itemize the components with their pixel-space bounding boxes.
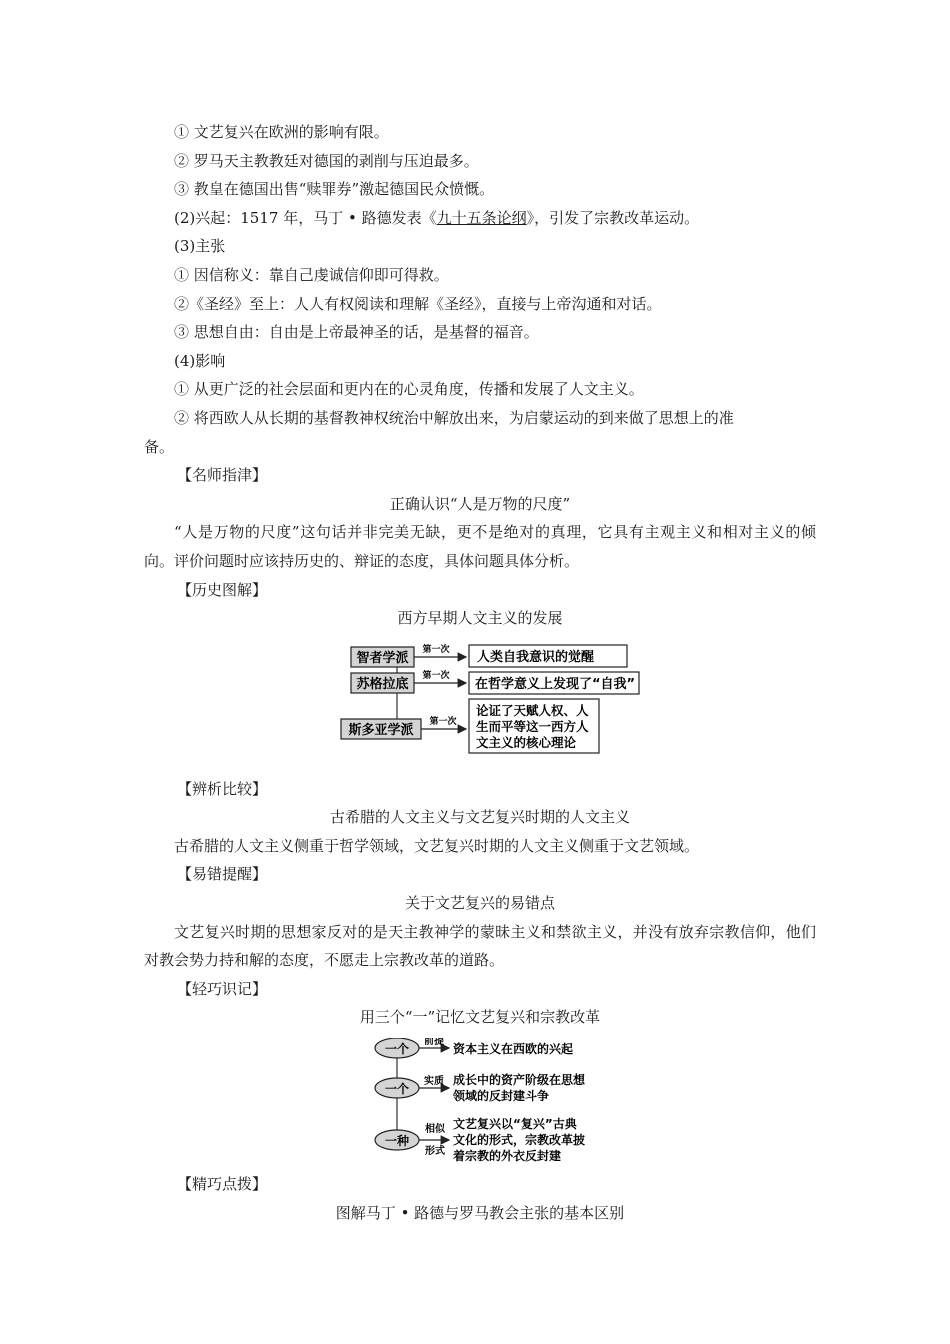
arrow-2-label: 第一次	[422, 670, 450, 681]
oval-3-label: 一种	[384, 1134, 410, 1149]
teacher-title: 正确认识“人是万物的尺度”	[389, 494, 571, 513]
tips-tag: 【精巧点拨】	[177, 1175, 268, 1194]
memory-title: 用三个“一”记忆文艺复兴和宗教改革	[359, 1008, 601, 1027]
oval-2-label: 一个	[384, 1082, 410, 1097]
memory-text-3-line-3: 着宗教的外衣反封建	[453, 1149, 562, 1164]
humanism-development-diagram	[144, 637, 816, 773]
mistake-tag: 【易错提醒】	[177, 865, 268, 884]
memory-text-2-line-1: 成长中的资产阶级在思想	[453, 1073, 586, 1088]
memory-text-3-line-1: 文艺复兴以“复兴”古典	[453, 1117, 577, 1132]
stoics-label: 斯多亚学派	[348, 722, 414, 738]
essence-label: 实质	[424, 1076, 444, 1088]
impact-heading: (4)影响	[174, 351, 226, 370]
document-content	[144, 118, 816, 1227]
claim-item-2: ②《圣经》至上：人人有权阅读和理解《圣经》，直接与上帝沟通和对话。	[174, 294, 662, 313]
reason-item-3: ③ 教皇在德国出售“赎罪券”激起德国民众愤慨。	[174, 180, 495, 199]
compare-body: 古希腊的人文主义侧重于哲学领域，文艺复兴时期的人文主义侧重于文艺领域。	[174, 836, 700, 855]
humanism-diagram-svg	[144, 637, 816, 773]
memory-diagram-svg	[144, 1038, 816, 1166]
discover-self-text: 在哲学意义上发现了“自我”	[475, 676, 636, 692]
oval-1-label: 一个	[384, 1042, 410, 1057]
memory-text-1: 资本主义在西欧的兴起	[453, 1042, 574, 1057]
natural-rights-line-1: 论证了天赋人权、人	[476, 702, 589, 718]
reason-item-1: ① 文艺复兴在欧洲的影响有限。	[174, 123, 389, 141]
diagram-tag: 【历史图解】	[177, 580, 268, 599]
compare-tag: 【辨析比较】	[177, 779, 268, 798]
rise-prefix: (2)兴起：1517 年，马丁 • 路德发表《	[174, 208, 437, 227]
impact-item-1: ① 从更广泛的社会层面和更内在的心灵角度，传播和发展了人文主义。	[174, 380, 644, 399]
arrow-3-label: 第一次	[429, 716, 457, 727]
rise-line	[144, 204, 816, 233]
diagram-title: 西方早期人文主义的发展	[397, 609, 563, 628]
memory-text-3-line-2: 文化的形式，宗教改革披	[453, 1133, 586, 1148]
self-awareness-text: 人类自我意识的觉醒	[477, 649, 595, 665]
claim-item-1: ① 因信称义：靠自己虔诚信仰即可得救。	[174, 265, 449, 284]
socrates-label: 苏格拉底	[356, 676, 409, 692]
impact-item-2-line-1: ② 将西欧人从长期的基督教神权统治中解放出来，为启蒙运动的到来做了思想上的准	[174, 408, 734, 427]
teacher-tag: 【名师指津】	[177, 466, 268, 485]
natural-rights-line-2: 生而平等这一西方人	[476, 718, 589, 734]
sophists-label: 智者学派	[356, 650, 409, 666]
similar-label: 相似	[425, 1124, 445, 1136]
reason-item-2: ② 罗马天主教教廷对德国的剥削与压迫最多。	[174, 151, 479, 170]
memory-text-2-line-2: 领域的反封建斗争	[453, 1089, 550, 1104]
premise-label: 前提	[424, 1038, 444, 1048]
natural-rights-line-3: 文主义的核心理论	[476, 734, 577, 750]
memory-diagram	[144, 1038, 816, 1166]
claim-item-3: ③ 思想自由：自由是上帝最神圣的话，是基督的福音。	[174, 323, 539, 342]
ninety-five-theses-link[interactable]: 九十五条论纲	[436, 208, 527, 227]
compare-title: 古希腊的人文主义与文艺复兴时期的人文主义	[329, 808, 630, 827]
form-label: 形式	[425, 1146, 445, 1158]
claims-heading: (3)主张	[174, 237, 226, 256]
mistake-title: 关于文艺复兴的易错点	[404, 894, 555, 913]
arrow-1-label: 第一次	[422, 644, 450, 655]
impact-item-2-line-2: 备。	[144, 437, 175, 456]
mistake-body: 文艺复兴时期的思想家反对的是天主教神学的蒙昧主义和禁欲主义，并没有放弃宗教信仰，他们对教会势力持和解的态度，不愿走上宗教改革的道路。	[144, 922, 816, 970]
rise-suffix: 》，引发了宗教改革运动。	[526, 208, 700, 227]
tips-title: 图解马丁 • 路德与罗马教会主张的基本区别	[335, 1203, 625, 1222]
teacher-body: “人是万物的尺度”这句话并非完美无缺，更不是绝对的真理，它具有主观主义和相对主义的倾向。评价问题时应该持历史的、辩证的态度，具体问题具体分析。	[144, 523, 816, 570]
memory-tag: 【轻巧识记】	[177, 979, 268, 998]
